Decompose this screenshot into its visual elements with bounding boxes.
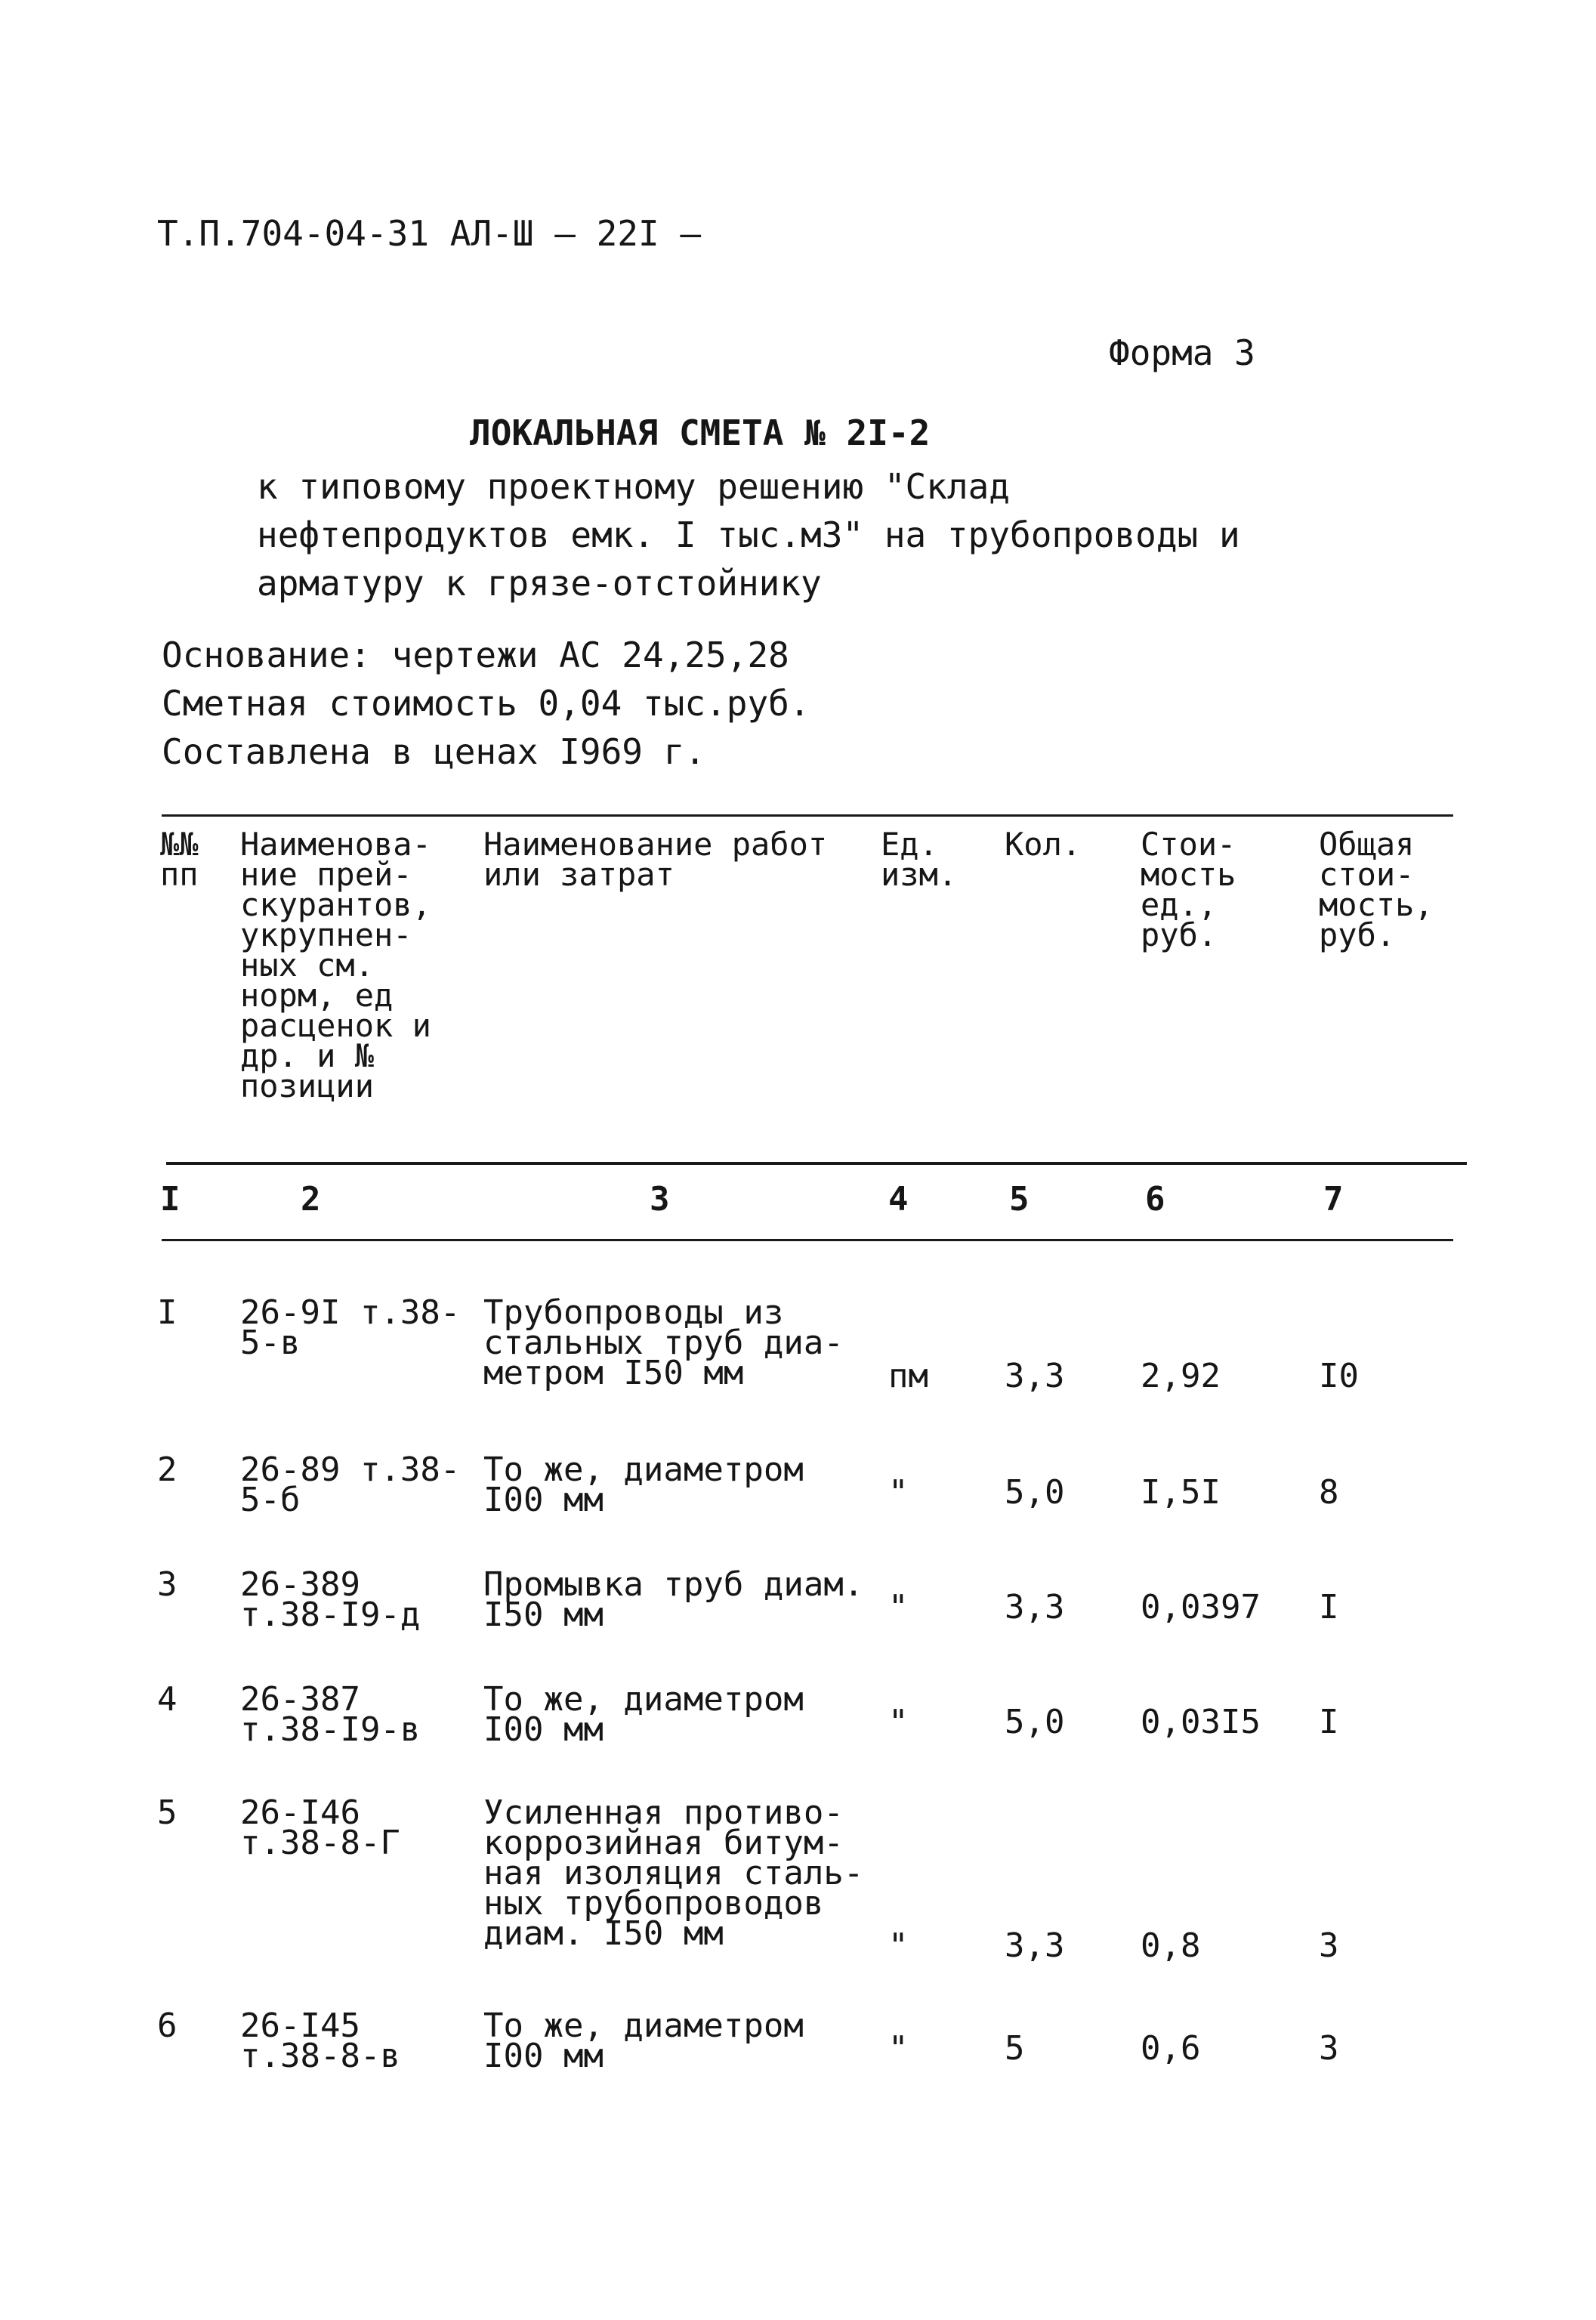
column-numbers-rule	[162, 1239, 1453, 1241]
row-total-cost: I0	[1319, 1357, 1359, 1395]
row-total-cost: 3	[1319, 2029, 1339, 2068]
prices-year-line: Составлена в ценах I969 г.	[162, 731, 706, 772]
row-code: 26-I46 т.38-8-Г	[240, 1793, 400, 1862]
row-code: 26-389 т.38-I9-д	[240, 1565, 421, 1634]
row-unit-cost: 0,8	[1141, 1926, 1201, 1965]
row-unit-cost: 2,92	[1141, 1357, 1221, 1395]
row-number: 5	[157, 1793, 178, 1832]
row-quantity: 5,0	[1005, 1473, 1065, 1512]
row-name: Промывка труб диам. I50 мм	[483, 1565, 864, 1634]
row-quantity: 5	[1005, 2029, 1025, 2068]
row-code: 26-I45 т.38-8-в	[240, 2006, 400, 2075]
header-total-cost: Общая стои-мость, руб.	[1319, 826, 1434, 953]
row-number: I	[157, 1293, 178, 1332]
header-number: №№ пп	[160, 826, 199, 893]
column-number-5: 5	[1009, 1180, 1030, 1219]
row-total-cost: I	[1319, 1588, 1339, 1626]
column-number-3: 3	[650, 1180, 670, 1219]
row-name: Усиленная противо-коррозийная битум-ная изоляция сталь-ных трубопроводов диам. I50 мм	[483, 1793, 864, 1953]
row-total-cost: I	[1319, 1703, 1339, 1741]
column-number-1: I	[160, 1180, 181, 1219]
column-number-7: 7	[1323, 1180, 1344, 1219]
estimate-subtitle: к типовому проектному решению "Склад нефтепродуктов емк. I тыс.м3" на трубопроводы и арматуру к грязе-отстойнику	[257, 466, 1240, 604]
estimated-cost-line: Сметная стоимость 0,04 тыс.руб.	[162, 683, 810, 724]
row-unit-cost: I,5I	[1141, 1473, 1221, 1512]
row-unit-cost: 0,6	[1141, 2029, 1201, 2068]
header-unit-cost: Стои-мость ед., руб.	[1141, 826, 1236, 953]
column-number-2: 2	[301, 1180, 321, 1219]
row-unit: "	[888, 1588, 909, 1626]
row-code: 26-387 т.38-I9-в	[240, 1680, 421, 1749]
row-quantity: 5,0	[1005, 1703, 1065, 1741]
row-name: То же, диаметром I00 мм	[483, 2006, 804, 2075]
estimate-title: ЛОКАЛЬНАЯ СМЕТА № 2I-2	[470, 412, 931, 453]
table-top-rule	[162, 814, 1453, 817]
row-number: 2	[157, 1450, 178, 1489]
row-unit: "	[888, 1703, 909, 1741]
header-price-list: Наименова-ние прей-скурантов, укрупнен-ных см. норм, ед расценок и др. и № позиции	[240, 826, 431, 1104]
document-code: Т.П.704-04-31 АЛ-Ш — 22I —	[157, 213, 702, 254]
row-unit-cost: 0,03I5	[1141, 1703, 1261, 1741]
row-unit: "	[888, 1473, 909, 1512]
row-quantity: 3,3	[1005, 1588, 1065, 1626]
row-quantity: 3,3	[1005, 1926, 1065, 1965]
row-unit: пм	[888, 1357, 928, 1395]
row-number: 3	[157, 1565, 178, 1604]
row-unit-cost: 0,0397	[1141, 1588, 1261, 1626]
row-unit: "	[888, 1926, 909, 1965]
row-name: То же, диаметром I00 мм	[483, 1680, 804, 1749]
header-bottom-rule	[166, 1162, 1467, 1165]
row-quantity: 3,3	[1005, 1357, 1065, 1395]
row-name: То же, диаметром I00 мм	[483, 1450, 804, 1519]
row-unit: "	[888, 2029, 909, 2068]
row-number: 4	[157, 1680, 178, 1719]
row-total-cost: 8	[1319, 1473, 1339, 1512]
form-label: Форма 3	[1109, 332, 1255, 373]
header-quantity: Кол.	[1005, 826, 1082, 863]
basis-line: Основание: чертежи АС 24,25,28	[162, 635, 789, 675]
row-number: 6	[157, 2006, 178, 2045]
row-code: 26-89 т.38-5-б	[240, 1450, 461, 1519]
header-work-name: Наименование работ или затрат	[483, 826, 828, 893]
column-number-6: 6	[1145, 1180, 1165, 1219]
row-name: Трубопроводы из стальных труб диа-метром I50 мм	[483, 1293, 844, 1392]
row-total-cost: 3	[1319, 1926, 1339, 1965]
row-code: 26-9I т.38-5-в	[240, 1293, 461, 1362]
header-unit: Ед. изм.	[881, 826, 958, 893]
column-number-4: 4	[888, 1180, 909, 1219]
